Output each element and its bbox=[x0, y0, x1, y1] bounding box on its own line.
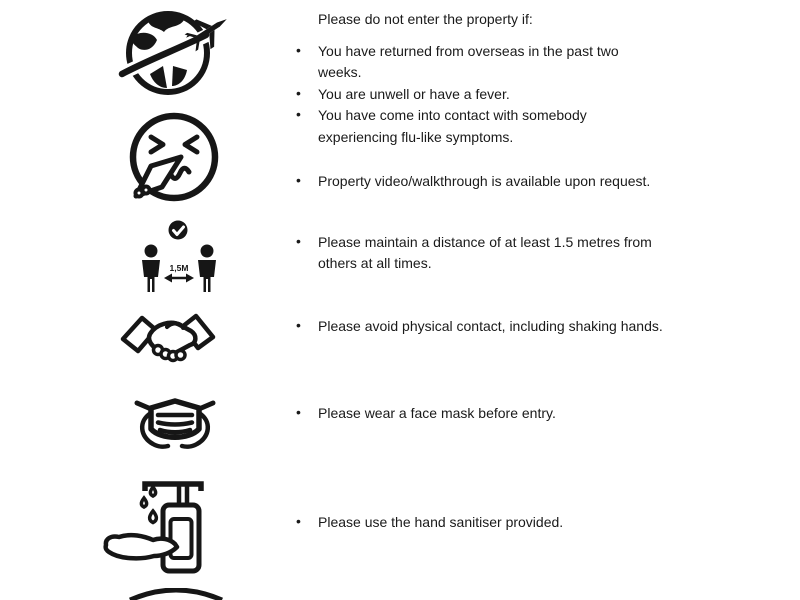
bullet-text: Property video/walkthrough is available upon request. bbox=[318, 173, 651, 189]
bullet-list-video bbox=[296, 171, 748, 192]
bullet-text: Please wear a face mask before entry. bbox=[318, 405, 556, 421]
bullet-item bbox=[296, 171, 748, 192]
bullet-dot: • bbox=[296, 172, 301, 188]
bullet-item bbox=[296, 512, 748, 533]
droplet bbox=[150, 511, 157, 523]
bullet-dot: • bbox=[296, 106, 301, 123]
bullet-item bbox=[296, 403, 748, 424]
bullet-dot: • bbox=[296, 404, 301, 420]
person-left-icon bbox=[142, 245, 160, 293]
bullet-dot: • bbox=[296, 513, 301, 529]
check-icon bbox=[169, 221, 188, 240]
bullet-list-mask bbox=[296, 403, 748, 424]
handshake-icon bbox=[119, 309, 217, 371]
bullet-list-entry-conditions bbox=[296, 41, 648, 148]
bullet-dot: • bbox=[296, 317, 301, 333]
open-hand bbox=[106, 535, 177, 558]
bullet-dot: • bbox=[296, 42, 301, 58]
distance-arrow-icon bbox=[164, 274, 194, 283]
partial-circle-icon bbox=[120, 588, 232, 600]
bullet-dot: • bbox=[296, 233, 301, 249]
bullet-item bbox=[296, 41, 648, 84]
bullet-dot: • bbox=[296, 84, 301, 101]
bullet-text: Please use the hand sanitiser provided. bbox=[318, 514, 564, 530]
bullet-text: Please maintain a distance of at least 1.5 metres from others at all times. bbox=[318, 234, 652, 272]
bullet-text: Please avoid physical contact, including shaking hands. bbox=[318, 318, 663, 334]
sneezing-face-icon bbox=[122, 106, 224, 210]
bullet-item bbox=[296, 105, 648, 148]
bullet-list-contact bbox=[296, 316, 748, 337]
face-mask-icon bbox=[128, 396, 222, 456]
bullet-text: You have come into contact with somebody experiencing flu-like symptoms. bbox=[318, 107, 587, 145]
bullet-list-distance bbox=[296, 232, 690, 275]
bullet-text: You are unwell or have a fever. bbox=[318, 85, 510, 102]
bullet-item bbox=[296, 316, 748, 337]
squeezed-eye-left bbox=[151, 137, 163, 152]
social-distancing-icon bbox=[134, 220, 224, 298]
bullet-item bbox=[296, 232, 690, 275]
droplet bbox=[150, 487, 155, 496]
droplet bbox=[141, 498, 146, 507]
bullet-item bbox=[296, 84, 648, 105]
hand-sanitiser-icon bbox=[100, 464, 220, 576]
travel-globe-airplane-icon bbox=[118, 3, 230, 99]
page-title: Please do not enter the property if: bbox=[318, 11, 533, 27]
person-right-icon bbox=[198, 245, 216, 293]
bullet-text: You have returned from overseas in the past two weeks. bbox=[318, 43, 619, 81]
squeezed-eye-right bbox=[185, 137, 197, 152]
distance-label: 1,5M bbox=[169, 263, 189, 273]
bullet-list-sanitiser bbox=[296, 512, 748, 533]
